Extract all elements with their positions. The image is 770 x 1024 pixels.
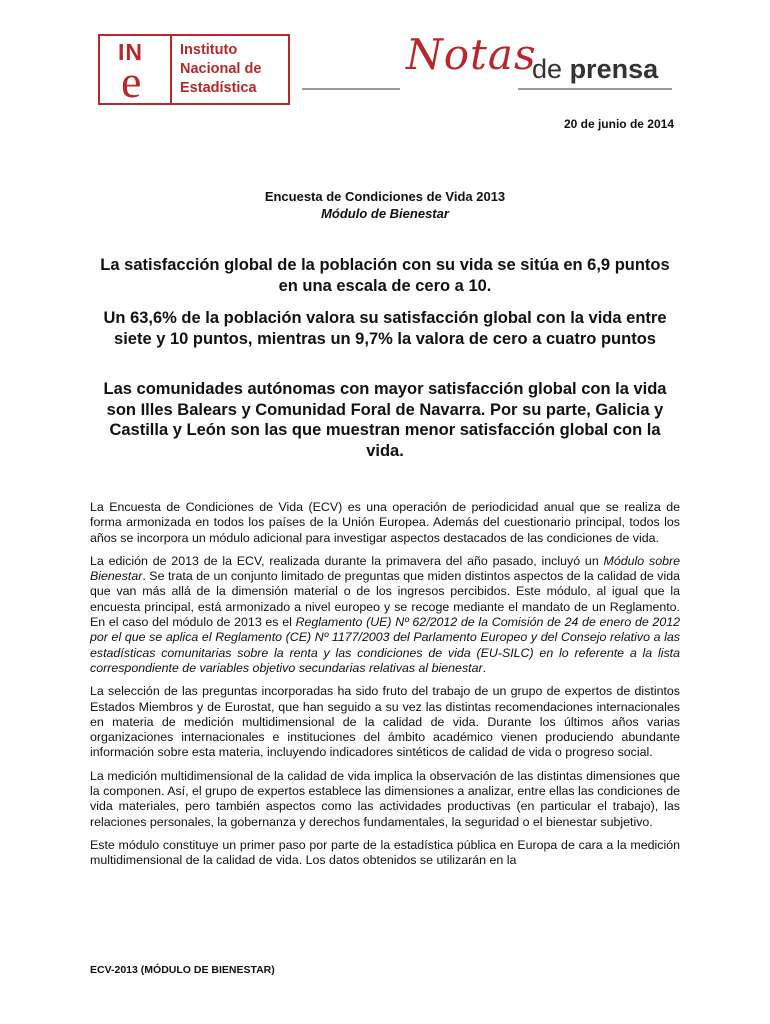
paragraph-2-c: . Se trata de un conjunto limitado de preguntas que miden distintos aspectos de la calidad de vida que van más allá de la dimensión material o de los ingresos percibidos. Este módulo, al igual que la encuesta principal, está armonizado a nivel europeo y se recoge mediante el mandato de un Reglamento. En el caso del módulo de 2013 es el (90, 569, 680, 630)
logo-line-3: Estadística (180, 80, 257, 96)
logo-line-1: Instituto (180, 42, 238, 58)
paragraph-4: La medición multidimensional de la calidad de vida implica la observación de las distintas dimensiones que la componen. Así, el grupo de expertos establece las dimensiones a analizar, entre ellas las condiciones de vida materiales, pero también aspectos como las actividades productivas (en particular el trabajo), las relaciones personales, la gobernanza y derechos fundamentales, la seguridad o el bienestar subjetivo. (90, 768, 680, 829)
headline-2: Un 63,6% de la población valora su satisfacción global con la vida entre siete y 10 puntos, mientras un 9,7% la valora de cero a cuatro puntos (103, 309, 667, 348)
logo-line-2: Nacional de (180, 61, 262, 77)
paragraph-1: La Encuesta de Condiciones de Vida (ECV) es una operación de periodicidad anual que se realiza de forma armonizada en todos los países de la Unión Europea. Además del cuestionario principal, todos los años se incorpora un módulo adicional para investigar aspectos destacados de las condiciones de vida. (90, 500, 680, 545)
header-rule-left (302, 88, 400, 90)
ine-logo (98, 34, 290, 105)
headline-1: La satisfacción global de la población con su vida se sitúa en 6,9 puntos en una escala de cero a 10. (100, 256, 670, 295)
body-text (90, 500, 680, 877)
paragraph-2-module-name: Módulo sobre Bienestar (90, 553, 681, 584)
brand-de: de (532, 54, 563, 84)
headline-3: Las comunidades autónomas con mayor satisfacción global con la vida son Illes Balears y Comunidad Foral de Navarra. Por su parte, Galicia y Castilla y León son las que muestran menor satisfacción global con la vida. (103, 380, 667, 460)
logo-mark-top: IN (118, 39, 143, 65)
paragraph-2 (90, 554, 680, 676)
paragraph-2-e: . (482, 660, 487, 675)
paragraph-5: Este módulo constituye un primer paso por parte de la estadística pública en Europa de cara a la medición multidimensional de la calidad de vida. Los datos obtenidos se utilizarán en la (90, 837, 680, 868)
de-prensa-wordmark (532, 54, 658, 85)
release-date: 20 de junio de 2014 (563, 117, 674, 131)
paragraph-3: La selección de las preguntas incorporadas ha sido fruto del trabajo de un grupo de expertos de distintos Estados Miembros y de Eurostat, que han seguido a su vez las distintas recomendaciones internacionales en materia de medición multidimensional de la calidad de vida. Durante los últimos años varias organizaciones internacionales e instituciones del ámbito académico vienen produciendo abundante información sobre esta materia, incluyendo indicadores sintéticos de calidad de vida o progreso social. (90, 684, 680, 760)
brand-prensa: prensa (569, 54, 659, 84)
survey-title: Encuesta de Condiciones de Vida 2013 (264, 189, 506, 204)
page-footer: ECV-2013 (MÓDULO DE BIENESTAR) (90, 964, 275, 976)
paragraph-2-a: La edición de 2013 de la ECV, realizada durante la primavera del año pasado, incluyó un (90, 553, 604, 568)
notas-wordmark: Notas (406, 30, 537, 79)
logo-text (180, 41, 261, 98)
logo-mark-bottom: e (121, 56, 142, 107)
paragraph-2-regulation: Reglamento (UE) Nº 62/2012 de la Comisión de 24 de enero de 2012 por el que se aplica el Reglamento (CE) Nº 1177/2003 del Parlamento Europeo y del Consejo relativo a las estadísticas comunitarias sobre la renta y las condiciones de vida (EU-SILC) en lo referente a la lista correspondiente de variables objetivo secundarias relativas al bienestar (90, 615, 680, 675)
header-rule-right (518, 88, 672, 90)
survey-module: Módulo de Bienestar (321, 206, 449, 221)
ine-logo-mark (100, 36, 172, 107)
